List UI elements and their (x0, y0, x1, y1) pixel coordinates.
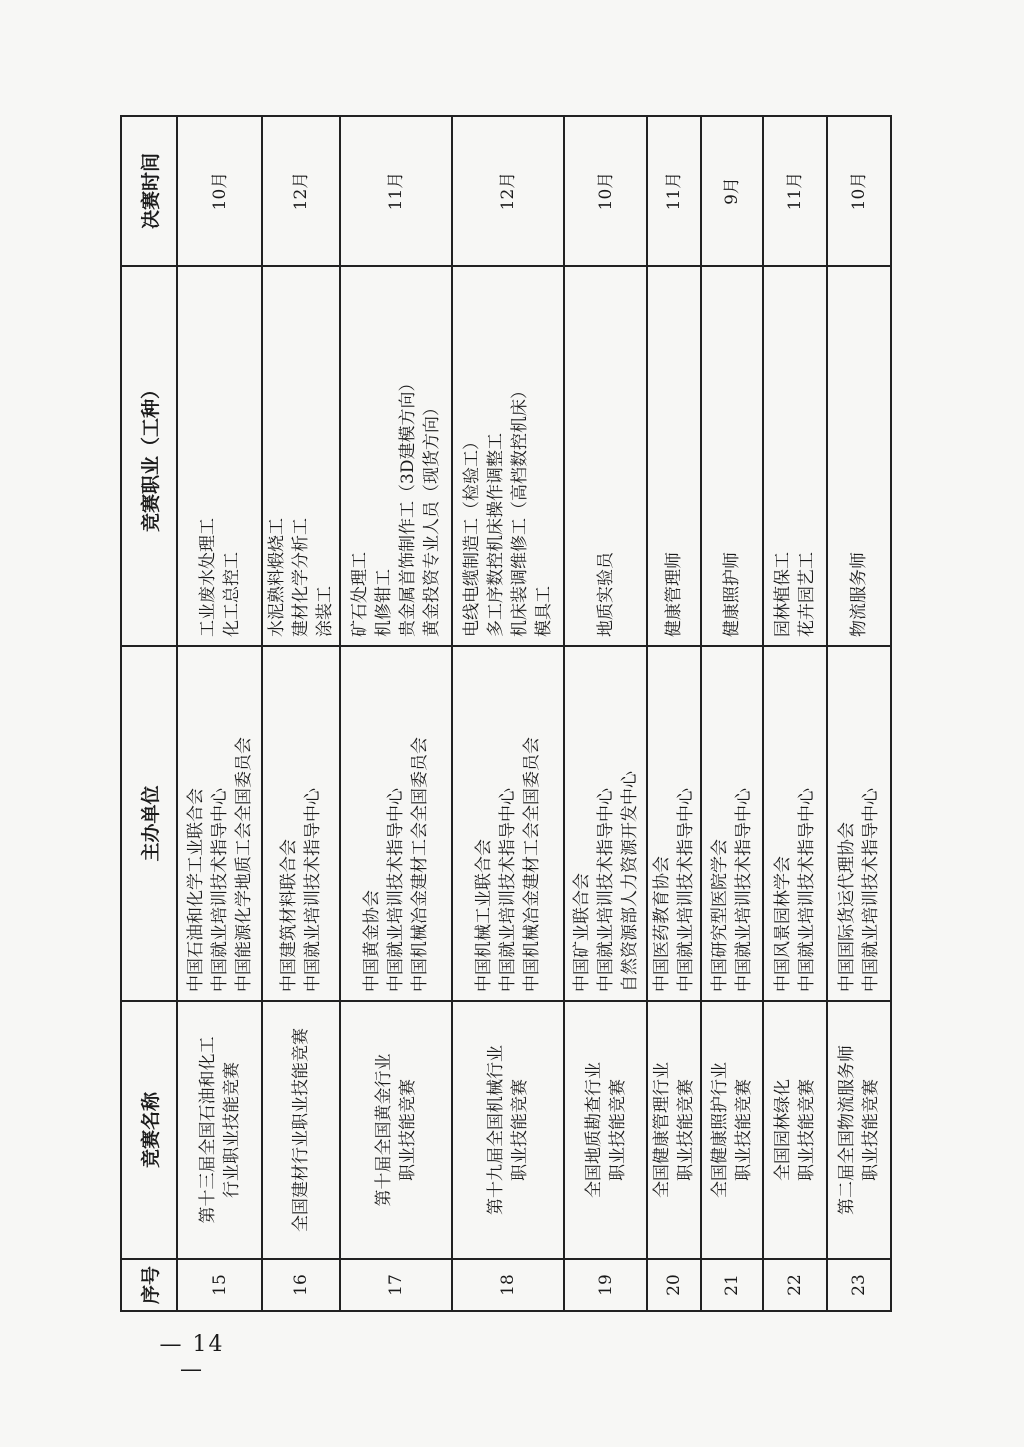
competition-name-line: 职业技能竞赛 (797, 1079, 817, 1181)
competition-name-line: 职业技能竞赛 (734, 1079, 754, 1181)
competition-name-line: 第二届全国物流服务师 (837, 1045, 857, 1215)
organizers-cell (340, 646, 452, 1001)
final-time-cell: 11月 (647, 116, 701, 266)
row-number-cell: 15 (177, 1259, 262, 1311)
occupations-cell (177, 266, 262, 646)
competition-name-cell (452, 1001, 564, 1259)
occupations-cell (647, 266, 701, 646)
final-time-cell: 10月 (564, 116, 647, 266)
occupation-name: 建材化学分析工 (291, 518, 311, 637)
organizers-cell (647, 646, 701, 1001)
organizer-name: 中国就业培训技术指导中心 (861, 788, 881, 992)
row-number-cell: 20 (647, 1259, 701, 1311)
table-row (177, 116, 262, 1311)
organizer-name: 中国能源化学地质工会全国委员会 (233, 737, 254, 992)
organizer-name: 中国就业培训技术指导中心 (676, 788, 696, 992)
occupation-name: 电线电缆制造工（检验工） (462, 433, 482, 637)
occupations-cell (701, 266, 763, 646)
organizers-cell (827, 646, 891, 1001)
organizers-cell (177, 646, 262, 1001)
organizers-cell (564, 646, 647, 1001)
organizer-name: 中国机械冶金建材工会全国委员会 (410, 737, 430, 992)
row-number-cell: 22 (763, 1259, 827, 1311)
header-no: 序号 (121, 1259, 177, 1311)
final-time-cell: 12月 (262, 116, 340, 266)
competition-name-line: 行业职业技能竞赛 (221, 1062, 242, 1198)
organizer-name: 中国机械冶金建材工会全国委员会 (522, 737, 542, 992)
organizers-cell (763, 646, 827, 1001)
occupations-cell (262, 266, 340, 646)
occupation-name: 园林植保工 (773, 552, 793, 637)
competition-name-line: 第十九届全国机械行业 (486, 1045, 506, 1215)
final-time-cell: 12月 (452, 116, 564, 266)
occupations-cell (763, 266, 827, 646)
occupation-name: 健康管理师 (664, 552, 684, 637)
occupation-name: 模具工 (534, 586, 554, 637)
table-row (701, 116, 763, 1311)
organizer-name: 中国医药教育协会 (652, 856, 672, 992)
organizer-name: 中国就业培训技术指导中心 (498, 788, 518, 992)
final-time-cell: 10月 (177, 116, 262, 266)
table-header-row (121, 116, 177, 1311)
final-time-cell: 10月 (827, 116, 891, 266)
organizer-name: 中国建筑材料联合会 (279, 839, 299, 992)
competition-name-cell (262, 1001, 340, 1259)
occupation-name: 水泥熟料煅烧工 (267, 518, 287, 637)
row-number-cell: 18 (452, 1259, 564, 1311)
organizer-name: 中国风景园林学会 (773, 856, 793, 992)
final-time-cell: 11月 (340, 116, 452, 266)
competition-name-cell (647, 1001, 701, 1259)
organizer-name: 中国矿业联合会 (571, 873, 592, 992)
organizer-name: 中国国际货运代理协会 (837, 822, 857, 992)
page-number: — 14 — (159, 1332, 225, 1382)
competition-name-line: 职业技能竞赛 (398, 1079, 418, 1181)
competition-name-cell (827, 1001, 891, 1259)
organizer-name: 中国机械工业联合会 (474, 839, 494, 992)
competition-name-cell (177, 1001, 262, 1259)
table-row (647, 116, 701, 1311)
organizer-name: 中国研究型医院学会 (710, 839, 730, 992)
organizers-cell (262, 646, 340, 1001)
header-name: 竞赛名称 (121, 1001, 177, 1259)
organizer-name: 中国就业培训技术指导中心 (209, 788, 230, 992)
occupation-name: 健康照护师 (722, 552, 742, 637)
competition-name-line: 第十届全国黄金行业 (374, 1053, 394, 1207)
organizer-name: 中国就业培训技术指导中心 (595, 788, 616, 992)
table-row (763, 116, 827, 1311)
competition-name-line: 职业技能竞赛 (510, 1079, 530, 1181)
occupation-name: 多工序数控机床操作调整工 (486, 433, 506, 637)
row-number-cell: 19 (564, 1259, 647, 1311)
competition-name-line: 全国健康照护行业 (710, 1062, 730, 1198)
occupation-name: 矿石处理工 (350, 552, 370, 637)
competition-name-cell (701, 1001, 763, 1259)
competition-name-cell (564, 1001, 647, 1259)
table-row (827, 116, 891, 1311)
row-number-cell: 16 (262, 1259, 340, 1311)
table-row (564, 116, 647, 1311)
table-body (177, 116, 891, 1311)
occupations-cell (452, 266, 564, 646)
table-row (452, 116, 564, 1311)
row-number-cell: 21 (701, 1259, 763, 1311)
occupations-cell (340, 266, 452, 646)
organizer-name: 中国黄金协会 (362, 890, 382, 992)
occupation-name: 贵金属首饰制作工（3D建模方向） (398, 374, 418, 637)
competition-name-line: 全国建材行业职业技能竞赛 (291, 1028, 311, 1232)
competition-name-line: 职业技能竞赛 (676, 1079, 696, 1181)
organizer-name: 自然资源部人力资源开发中心 (619, 771, 640, 992)
occupation-name: 花卉园艺工 (797, 552, 817, 637)
occupation-name: 黄金投资专业人员（现货方向） (422, 399, 442, 637)
final-time-cell: 11月 (763, 116, 827, 266)
competition-name-cell (763, 1001, 827, 1259)
occupation-name: 机修钳工 (374, 569, 394, 637)
occupation-name: 工业废水处理工 (197, 518, 218, 637)
organizer-name: 中国就业培训技术指导中心 (303, 788, 323, 992)
organizer-name: 中国石油和化学工业联合会 (185, 788, 206, 992)
competition-name-line: 全国园林绿化 (773, 1079, 793, 1181)
competition-name-line: 全国健康管理行业 (652, 1062, 672, 1198)
competition-table-container (120, 117, 881, 1312)
header-time: 决赛时间 (121, 116, 177, 266)
row-number-cell: 17 (340, 1259, 452, 1311)
row-number-cell: 23 (827, 1259, 891, 1311)
table-row (262, 116, 340, 1311)
organizers-cell (701, 646, 763, 1001)
table-row (340, 116, 452, 1311)
occupations-cell (827, 266, 891, 646)
organizer-name: 中国就业培训技术指导中心 (734, 788, 754, 992)
occupation-name: 机床装调维修工（高档数控机床） (510, 382, 530, 637)
occupation-name: 物流服务师 (849, 552, 869, 637)
occupations-cell (564, 266, 647, 646)
competition-name-line: 全国地质勘查行业 (583, 1062, 604, 1198)
competition-name-cell (340, 1001, 452, 1259)
competition-name-line: 职业技能竞赛 (607, 1079, 628, 1181)
header-occupations: 竞赛职业（工种） (121, 266, 177, 646)
occupation-name: 涂装工 (315, 586, 335, 637)
occupation-name: 地质实验员 (595, 552, 616, 637)
competition-name-line: 第十三届全国石油和化工 (197, 1036, 218, 1224)
competition-name-line: 职业技能竞赛 (861, 1079, 881, 1181)
organizer-name: 中国就业培训技术指导中心 (386, 788, 406, 992)
organizers-cell (452, 646, 564, 1001)
competition-table (120, 115, 892, 1312)
occupation-name: 化工总控工 (221, 552, 242, 637)
organizer-name: 中国就业培训技术指导中心 (797, 788, 817, 992)
final-time-cell: 9月 (701, 116, 763, 266)
header-organizers: 主办单位 (121, 646, 177, 1001)
